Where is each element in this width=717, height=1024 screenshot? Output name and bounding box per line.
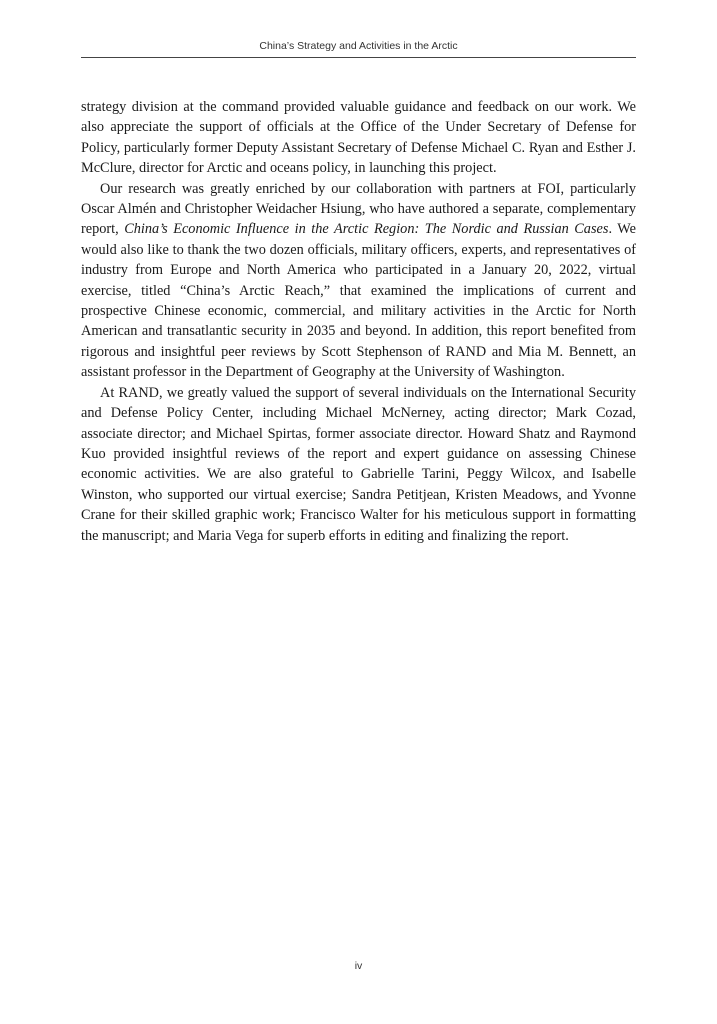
cited-report-title: China’s Economic Influence in the Arctic Region: The Nordic and Russian Cases: [124, 221, 609, 238]
page-number: iv: [354, 960, 363, 972]
paragraph-2-part-a: Our research was greatly enriched by our collaboration with partners at FOI, particularly Oscar Almén and Christopher Weidacher Hsiung, who have authored a separate, complementary report,: [81, 180, 636, 238]
body-text: [81, 97, 636, 546]
paragraph-1: strategy division at the command provided valuable guidance and feedback on our work. We also appreciate the support of officials at the Office of the Under Secretary of Defense for Policy, particularly former Deputy Assistant Secretary of Defense Michael C. Ryan and Esther J. McClure, director for Arctic and oceans policy, in launching this project.: [81, 99, 636, 177]
paragraph-2-part-b: . We would also like to thank the two dozen officials, military officers, experts, and representatives of industry from Europe and North America who participated in a January 20, 2022, virtual exercise, titled “China’s Arctic Reach,” that examined the implications of current and prospective Chinese economic, commercial, and military activities in the Arctic for North American and transatlantic security in 2035 and beyond. In addition, this report benefited from rigorous and insightful peer reviews by Scott Stephenson of RAND and Mia M. Bennett, an assistant professor in the Department of Geography at the University of Washington.: [81, 221, 636, 381]
paragraph-2: [81, 179, 636, 383]
running-head: China’s Strategy and Activities in the Arctic: [259, 40, 458, 52]
header-rule: [81, 57, 636, 58]
paragraph-3: At RAND, we greatly valued the support of several individuals on the International Security and Defense Policy Center, including Michael McNerney, acting director; Mark Cozad, associate director; and Michael Spirtas, former associate director. Howard Shatz and Raymond Kuo provided insightful reviews of the report and expert guidance on assessing Chinese economic activities. We are also grateful to Gabrielle Tarini, Peggy Wilcox, and Isabelle Winston, who supported our virtual exercise; Sandra Petitjean, Kristen Meadows, and Yvonne Crane for their skilled graphic work; Francisco Walter for his meticulous support in formatting the manuscript; and Maria Vega for superb efforts in editing and finalizing the report.: [81, 384, 636, 544]
